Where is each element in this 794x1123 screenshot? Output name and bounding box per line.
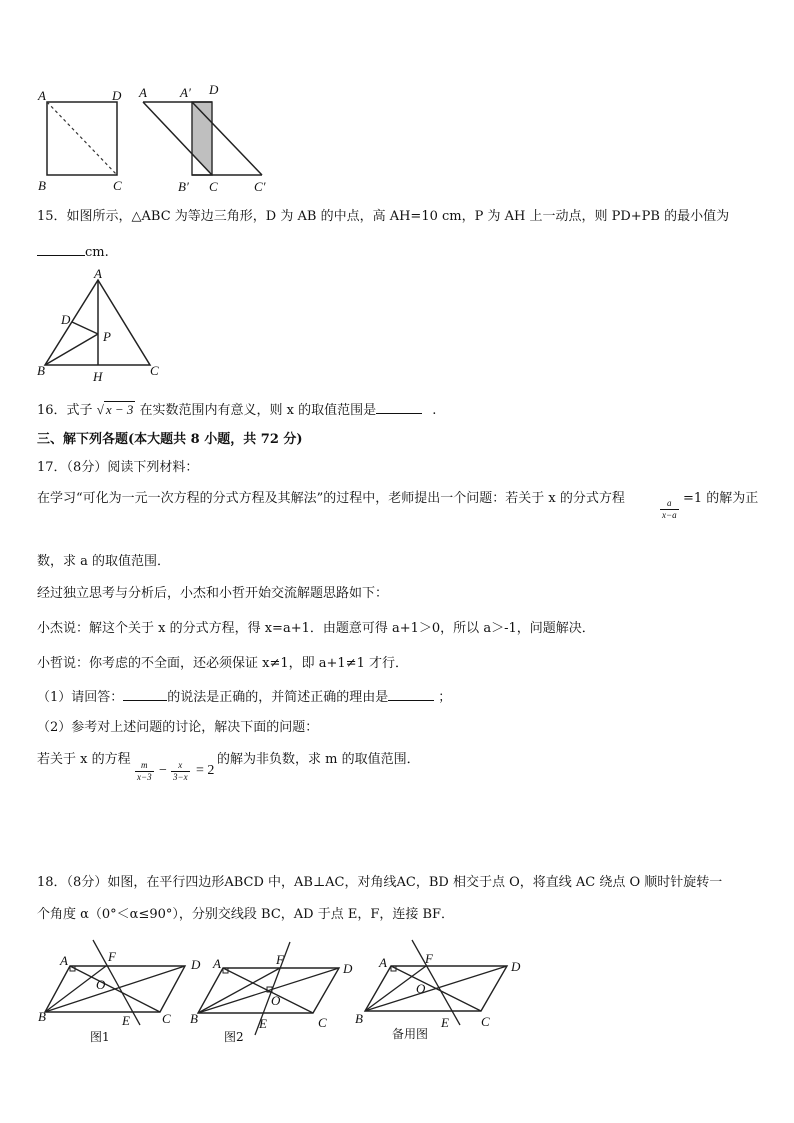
q18-fig3-label-e: E — [441, 1015, 449, 1030]
q17-equals-two: = 2 — [196, 763, 215, 778]
q17-para1-tail: =1 的解为正 — [683, 491, 759, 506]
q18-fig3-label-b: B — [355, 1011, 363, 1026]
fig14b-label-a-prime: A′ — [180, 85, 191, 100]
q18-line2: 个角度 α（0°＜α≤90°），分别交线段 BC，AD 于点 E，F，连接 BF． — [37, 907, 455, 922]
q18-fig1-label-f: F — [108, 949, 116, 964]
q18-fig2-caption: 图2 — [224, 1030, 244, 1044]
q17-fraction-1-den: x−a — [662, 510, 677, 520]
q17-fraction-2 — [135, 760, 154, 783]
q17-para2: 经过独立思考与分析后，小杰和小哲开始交流解题思路如下： — [37, 586, 389, 601]
q15-label-h: H — [93, 369, 103, 384]
q17-sub1 — [37, 687, 451, 707]
fig14-label-d: D — [112, 88, 122, 103]
q15-answer-blank[interactable] — [37, 242, 85, 256]
q18-fig2-label-d: D — [343, 961, 353, 976]
fig14-square-diagonal — [47, 102, 117, 175]
q18-fig3-label-f: F — [425, 951, 433, 966]
q17-para3: 小杰说：解这个关于 x 的分式方程，得 x=a+1．由题意可得 a+1＞0，所以 a＞-1，问题解决． — [37, 621, 595, 636]
q16-radical: √ x − 3 — [96, 402, 134, 417]
q16-answer-blank[interactable] — [376, 400, 422, 414]
q15-label-b: B — [37, 363, 45, 378]
q15-text: 15．如图所示，△ABC 为等边三角形，D 为 AB 的中点，高 AH=10 cm，P 为 AH 上一动点，则 PD+PB 的最小值为 — [37, 209, 730, 224]
q18-fig2-label-o: O — [271, 993, 281, 1008]
q15-label-c: C — [150, 363, 159, 378]
q18-fig1-label-o: O — [96, 977, 106, 992]
q15-label-a: A — [94, 266, 102, 281]
q17-fraction-2-den: x−3 — [137, 772, 152, 782]
q18-fig2-label-c: C — [318, 1015, 327, 1030]
q17-fraction-3-num: x — [171, 760, 190, 772]
q15-segment-bp — [45, 334, 98, 365]
q18-fig3-label-c: C — [481, 1014, 490, 1029]
q18-line1: 18．（8分）如图，在平行四边形ABCD 中，AB⊥AC，对角线AC，BD 相交于点 O，将直线 AC 绕点 O 顺时针旋转一 — [37, 875, 723, 890]
fig14b-label-c: C — [209, 179, 218, 194]
q16-middle: 在实数范围内有意义，则 x 的取值范围是 — [139, 403, 377, 418]
q15-label-p: P — [103, 329, 111, 344]
section3-title: 三、解下列各题(本大题共 8 小题，共 72 分) — [37, 432, 303, 447]
fig14-label-a: A — [38, 88, 46, 103]
q18-fig1-caption: 图1 — [90, 1030, 110, 1044]
q15-label-d: D — [61, 312, 71, 327]
q15-unit: cm. — [85, 245, 109, 260]
fig14b-label-b-prime: B′ — [178, 179, 189, 194]
q17-fraction-1-num: a — [660, 498, 679, 510]
q16-radicand: x − 3 — [105, 402, 134, 417]
q17-sub1-c: ； — [438, 690, 452, 705]
fig14-label-c: C — [113, 178, 122, 193]
q18-fig3-label-o: O — [416, 981, 426, 996]
q17-para1-cont: 数，求 a 的取值范围． — [37, 554, 171, 569]
q17-fraction-3 — [171, 760, 190, 783]
q18-fig2-label-f: F — [276, 952, 284, 967]
q18-fig3-label-d: D — [511, 959, 521, 974]
q18-fig3-caption: 备用图 — [392, 1027, 429, 1041]
q16-prefix: 16．式子 — [37, 403, 93, 418]
q18-fig2-label-b: B — [190, 1011, 198, 1026]
fig14-label-b: B — [38, 178, 46, 193]
q17-para4: 小哲说：你考虑的不全面，还必须保证 x≠1，即 a+1≠1 才行． — [37, 656, 408, 671]
q18-fig1-label-c: C — [162, 1011, 171, 1026]
q17-minus: − — [159, 763, 167, 778]
q18-fig1-label-e: E — [122, 1013, 130, 1028]
q18-fig2-label-a: A — [213, 956, 221, 971]
q18-fig1-label-a: A — [60, 953, 68, 968]
q17-para5-a: 若关于 x 的方程 — [37, 752, 131, 767]
q18-fig2-label-e: E — [259, 1016, 267, 1031]
q16-end: . — [432, 403, 437, 418]
q15-segment-dp — [72, 322, 98, 334]
q18-fig1-label-d: D — [191, 957, 201, 972]
q15-answer-line — [37, 242, 109, 262]
q17-sub1-blank-2[interactable] — [388, 687, 434, 701]
q17-para5-b: 的解为非负数，求 m 的取值范围． — [217, 752, 420, 767]
fig14b-label-d: D — [209, 82, 219, 97]
q16-line — [37, 400, 436, 420]
fig14b-label-a: A — [139, 85, 147, 100]
q17-sub1-a: （1）请回答： — [37, 690, 124, 705]
q17-fraction-2-num: m — [135, 760, 154, 772]
q17-sub1-b: 的说法是正确的，并简述正确的理由是 — [167, 690, 389, 705]
q17-para1: 在学习“可化为一元一次方程的分式方程及其解法”的过程中，老师提出一个问题：若关于 x 的分式方程 — [37, 491, 625, 506]
q17-fraction-3-den: 3−x — [173, 772, 188, 782]
q17-intro: 17．（8分）阅读下列材料： — [37, 460, 199, 475]
fig14b-label-c-prime: C′ — [254, 179, 266, 194]
q17-sub1-blank-1[interactable] — [123, 687, 167, 701]
q18-fig1-label-b: B — [38, 1009, 46, 1024]
q17-fraction-1 — [660, 498, 679, 521]
q17-sub2: （2）参考对上述问题的讨论，解决下面的问题： — [37, 720, 319, 735]
q18-fig3-label-a: A — [379, 955, 387, 970]
q18-fig3 — [365, 940, 507, 1025]
